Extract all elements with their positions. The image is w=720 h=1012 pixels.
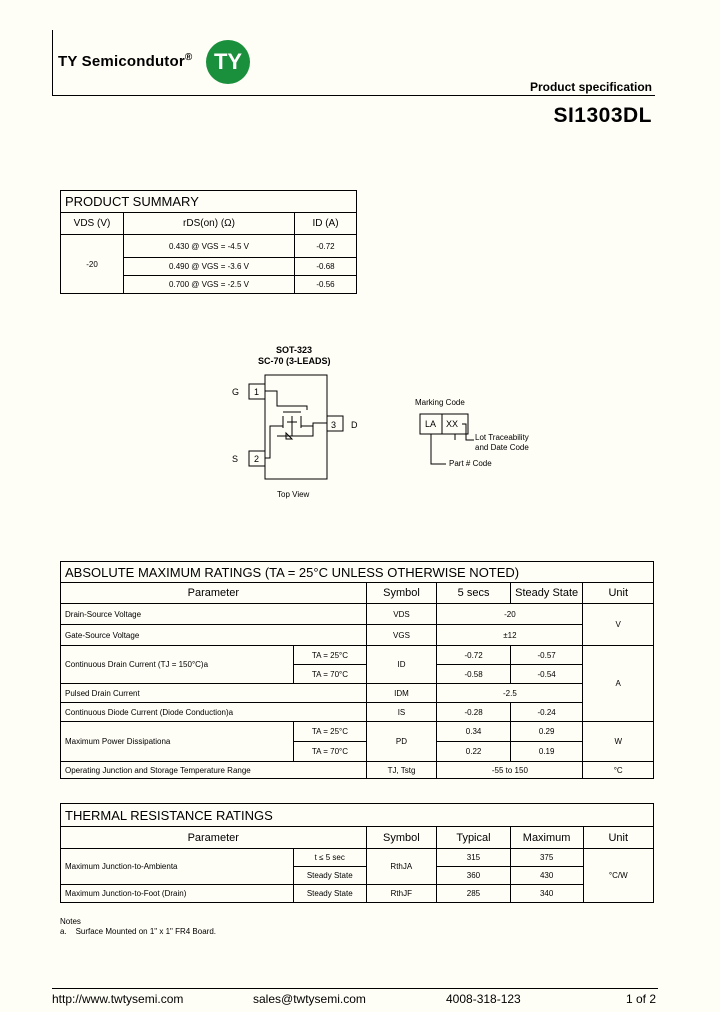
- thermal-jf-t: 285: [437, 885, 511, 903]
- thermal-title: THERMAL RESISTANCE RATINGS: [61, 804, 654, 827]
- abs-id-param: Continuous Drain Current (TJ = 150°C)a: [61, 646, 294, 684]
- logo-text: TY: [213, 49, 243, 74]
- abs-col-steady: Steady State: [510, 583, 583, 604]
- footer-rule: [52, 988, 658, 989]
- pin-3-label: 3: [331, 420, 337, 430]
- abs-w-unit: W: [583, 722, 654, 762]
- pin-2-label: 2: [254, 454, 260, 464]
- abs-tj-param: Operating Junction and Storage Temperature Range: [61, 762, 367, 779]
- package-name-1: SOT-323: [276, 345, 313, 355]
- abs-idm-param: Pulsed Drain Current: [61, 684, 367, 703]
- part-code-label: Part # Code: [449, 459, 492, 468]
- summary-col-vds: VDS (V): [61, 213, 124, 235]
- thermal-ja-m2: 430: [510, 867, 583, 885]
- thermal-ja-t2: 360: [437, 867, 511, 885]
- abs-is-st: -0.24: [510, 703, 583, 722]
- abs-id-s2: -0.58: [437, 665, 511, 684]
- abs-id-st1: -0.57: [510, 646, 583, 665]
- abs-is-s: -0.28: [437, 703, 511, 722]
- abs-pd-s1: 0.34: [437, 722, 511, 742]
- abs-pd-symbol: PD: [366, 722, 437, 762]
- summary-id-1: -0.72: [295, 235, 357, 258]
- thermal-table: [60, 803, 654, 903]
- part-number: SI1303DL: [553, 104, 652, 127]
- thermal-jf-symbol: RthJF: [366, 885, 437, 903]
- mosfet-symbol: [265, 391, 327, 458]
- footer-email-link[interactable]: sales@twtysemi.com: [253, 992, 366, 1006]
- abs-tj-value: -55 to 150: [437, 762, 583, 779]
- abs-pd-st1: 0.29: [510, 722, 583, 742]
- thermal-col-maximum: Maximum: [510, 827, 583, 849]
- pin-s-label: S: [232, 454, 239, 464]
- product-summary-table: [60, 190, 357, 294]
- abs-id-cond2: TA = 70°C: [294, 665, 366, 684]
- brand-name: [58, 52, 192, 70]
- abs-id-st2: -0.54: [510, 665, 583, 684]
- thermal-jf-m: 340: [510, 885, 583, 903]
- summary-id-2: -0.68: [295, 258, 357, 276]
- thermal-ja-cond1: t ≤ 5 sec: [293, 849, 366, 867]
- abs-tj-symbol: TJ, Tstg: [366, 762, 437, 779]
- thermal-ja-cond2: Steady State: [293, 867, 366, 885]
- package-diagram: [225, 366, 365, 482]
- pin-d-label: D: [351, 420, 358, 430]
- doc-type: Product specification: [529, 80, 652, 94]
- summary-col-rds: rDS(on) (Ω): [124, 213, 295, 235]
- abs-a-unit: A: [583, 646, 654, 722]
- brand-text: TY Semicondutor: [58, 53, 185, 70]
- abs-max-title: ABSOLUTE MAXIMUM RATINGS (TA = 25°C UNLESS OTHERWISE NOTED): [61, 562, 654, 583]
- footer-page: 1 of 2: [626, 992, 657, 1006]
- abs-pd-st2: 0.19: [510, 742, 583, 762]
- footer-phone: 4008-318-123: [446, 992, 521, 1006]
- footer-url-link[interactable]: http://www.twtysemi.com: [52, 992, 184, 1006]
- thermal-ja-t1: 315: [437, 849, 511, 867]
- thermal-ja-symbol: RthJA: [366, 849, 437, 885]
- abs-v-unit: V: [583, 604, 654, 646]
- abs-idm-symbol: IDM: [366, 684, 437, 703]
- top-view-label: Top View: [277, 490, 310, 499]
- abs-col-parameter: Parameter: [61, 583, 367, 604]
- abs-is-param: Continuous Diode Current (Diode Conduction)a: [61, 703, 367, 722]
- marking-title: Marking Code: [415, 398, 465, 407]
- thermal-unit: °C/W: [583, 849, 654, 903]
- thermal-jf-param: Maximum Junction-to-Foot (Drain): [61, 885, 294, 903]
- abs-pd-cond1: TA = 25°C: [294, 722, 366, 742]
- lot-traceability-1: Lot Traceability: [475, 433, 529, 442]
- notes-title: Notes: [60, 917, 81, 926]
- header-left-border: [52, 30, 53, 96]
- mark-code: LA: [425, 419, 437, 429]
- abs-col-5secs: 5 secs: [437, 583, 511, 604]
- thermal-col-parameter: Parameter: [61, 827, 367, 849]
- summary-id-3: -0.56: [295, 276, 357, 294]
- thermal-col-typical: Typical: [437, 827, 511, 849]
- abs-id-s1: -0.72: [437, 646, 511, 665]
- abs-idm-value: -2.5: [437, 684, 583, 703]
- pin-g-label: G: [232, 387, 240, 397]
- summary-title: PRODUCT SUMMARY: [61, 191, 357, 213]
- summary-vds-value: -20: [61, 235, 124, 294]
- pin-1-label: 1: [254, 387, 260, 397]
- package-name-2: SC-70 (3-LEADS): [258, 356, 331, 366]
- abs-vgs-param: Gate-Source Voltage: [61, 625, 367, 646]
- thermal-col-unit: Unit: [583, 827, 654, 849]
- abs-vgs-symbol: VGS: [366, 625, 437, 646]
- thermal-jf-cond: Steady State: [293, 885, 366, 903]
- abs-id-cond1: TA = 25°C: [294, 646, 366, 665]
- brand-logo: [206, 40, 250, 84]
- abs-id-symbol: ID: [366, 646, 437, 684]
- abs-tj-unit: °C: [583, 762, 654, 779]
- abs-pd-cond2: TA = 70°C: [294, 742, 366, 762]
- abs-vgs-value: ±12: [437, 625, 583, 646]
- abs-pd-s2: 0.22: [437, 742, 511, 762]
- registered-mark: ®: [184, 52, 193, 63]
- note-a: a. Surface Mounted on 1" x 1" FR4 Board.: [60, 927, 216, 936]
- thermal-col-symbol: Symbol: [366, 827, 437, 849]
- thermal-ja-param: Maximum Junction-to-Ambienta: [61, 849, 294, 885]
- summary-rds-3: 0.700 @ VGS = -2.5 V: [124, 276, 295, 294]
- abs-vds-value: -20: [437, 604, 583, 625]
- summary-col-id: ID (A): [295, 213, 357, 235]
- abs-vds-symbol: VDS: [366, 604, 437, 625]
- header-rule: [52, 95, 655, 96]
- mark-xx: XX: [446, 419, 459, 429]
- abs-is-symbol: IS: [366, 703, 437, 722]
- abs-col-symbol: Symbol: [366, 583, 437, 604]
- abs-max-table: [60, 561, 654, 779]
- abs-pd-param: Maximum Power Dissipationa: [61, 722, 294, 762]
- summary-rds-1: 0.430 @ VGS = -4.5 V: [124, 235, 295, 258]
- abs-vds-param: Drain-Source Voltage: [61, 604, 367, 625]
- abs-col-unit: Unit: [583, 583, 654, 604]
- lot-traceability-2: and Date Code: [475, 443, 529, 452]
- thermal-ja-m1: 375: [510, 849, 583, 867]
- summary-rds-2: 0.490 @ VGS = -3.6 V: [124, 258, 295, 276]
